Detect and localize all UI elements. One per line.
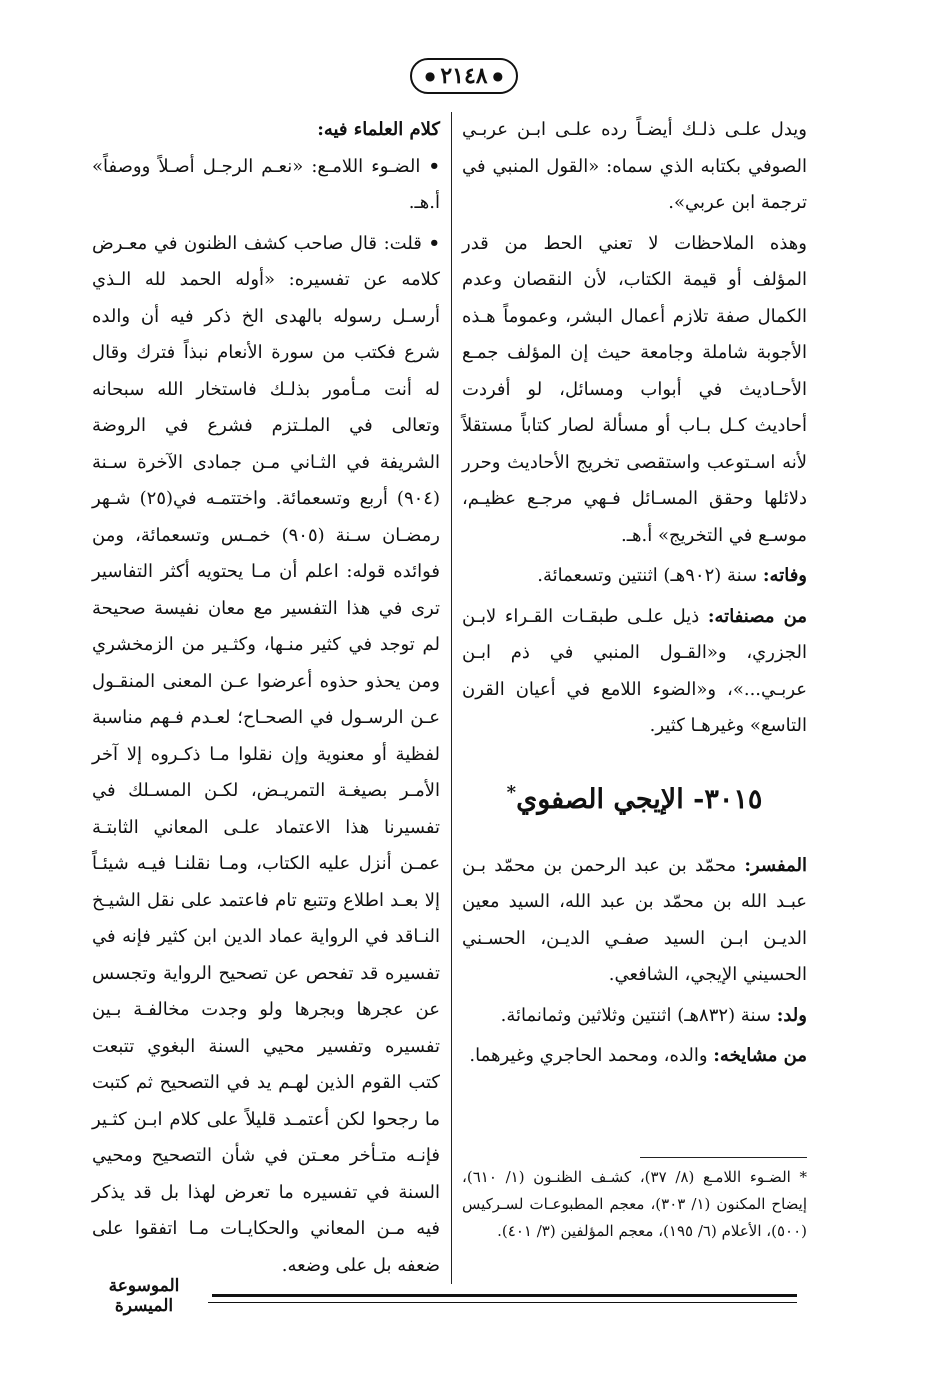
scholar-quote-2	[92, 226, 440, 1285]
works-line	[462, 599, 807, 745]
teachers-text: والده، ومحمد الحاجري وغيرهما.	[469, 1045, 708, 1066]
entry-footnote-mark: *	[506, 781, 517, 803]
page-number-dot-right: ●	[492, 69, 504, 83]
intro-paragraph-2: وهذه الملاحظات لا تعني الحط من قدر المؤلف أو قيمة الكتاب، لأن النقصان وعدم الكمال صفة تلازم أعمال البشر، وعموماً هـذه الأجوبة شاملة وجامعة حيث إن المؤلف جمـع الأحـاديث في أبواب ومسائل، لو أفردت أحاديث كـل بـاب أو مسألة لصار كتاباً مستقلاً لأنه اسـتوعب واستقصى تخريج الأحاديث وحرر دلائلها وحقق المسـائل فـهي مرجـع عظيـم، موسـع في التخريج» أ.هـ.	[462, 232, 807, 546]
works-text: ذيل علـى طبقـات القـراء لابـن الجزري، و«القـول المنبي في ذم ابـن عربـي...»، و«الضوء اللامع في أعيان القرن التاسع» وغيرهـا كثير.	[462, 605, 807, 736]
born-line	[462, 998, 807, 1035]
mufassir-label: المفسر:	[744, 854, 807, 876]
scholar-quote-1	[92, 149, 440, 222]
footnote-text: * الضـوء اللامـع (٨/ ٣٧)، كشـف الظنـون (١/ ٦١٠)، إيضاح المكنون (١/ ٣٠٣)، معجم المطبوعـات لسـركيس (٥٠٠)، الأعلام (٦/ ١٩٥)، معجم المؤلفين (٣/ ٤٠١).	[462, 1168, 808, 1240]
page-number-dot-left: ●	[424, 69, 436, 83]
left-column	[92, 112, 440, 1284]
death-line	[462, 558, 807, 595]
footer-title: الموسوعة الميسرة	[80, 1276, 208, 1316]
teachers-line	[462, 1038, 807, 1075]
scholar-quote-1-text: الضـوء اللامـع: «نعـم الرجـل أصـلاً ووصفاً» أ.هـ.	[92, 155, 440, 213]
teachers-label: من مشايخه:	[713, 1045, 807, 1066]
intro-paragraph-1: ويدل علـى ذلـك أيضـاً رده علـى ابـن عربـي الصوفي بكتابه الذي سماه: «القول المنبي في ترجمة ابن عربي».	[462, 119, 807, 213]
bullet-icon: •	[428, 232, 440, 254]
death-label: وفاته:	[762, 565, 807, 586]
entry-heading	[462, 771, 807, 822]
entry-heading-text: ٣٠١٥- الإيجي الصفوي	[516, 783, 763, 815]
footnotes	[462, 1164, 807, 1245]
footer-rule-thick	[212, 1294, 797, 1297]
works-label: من مصنفاته:	[707, 605, 807, 627]
page-number-text: ٢١٤٨	[440, 63, 488, 89]
right-column	[462, 112, 807, 1075]
scholar-quote-2-text: قلت: قال صاحب كشف الظنون في معـرض كلامه عن تفسيره: «أوله الحمد لله الـذي أرسـل رسوله بالهدى الخ ذكر فيه أن والده شرع فكتب من سورة الأنعام نبذاً فترك وقال له أنت مـأمور بذلـك فاستخار الله سبحانه وتعالى في الملـتزم فشرع في الروضة الشريفة في الثـاني مـن جمادى الآخرة سـنة (٩٠٤) أربع وتسعمائة. واختتمـه في(٢٥) شـهر رمضـان سـنة (٩٠٥) خمـس وتسعمائة، ومن فوائده قوله: اعلم أن مـا يحتويه أكثر التفاسير ترى في هذا التفسير مع معان نفيسة صحيحة لم توجد في كثير منـها، وكثـير من الزمخشري ومن يحذو حذوه أعرضوا عـن المعنى المنقـول عـن الرسـول في الصحـاح؛ لعـدم فـهم مناسبة لفظية أو معنوية وإن نقلوا مـا ذكـروه إلا آخر الأمـر بصيغـة التمريـض، لكـن المسـلك في تفسيرنا هذا الاعتماد علـى المعاني الثابتـة عمـن أنزل عليه الكتاب، ومـا نقلنـا فيـه شيئـاً إلا بعـد اطلاع وتتبع تام فاعتمد على نقل الشيـخ النـاقد في الرواية عماد الدين ابن كثير فإنه في تفسيره قد تفحص عن تصحيح الرواية وتجسس عن عجرها وبجرها ولو وجدت مخالفـة بـين تفسيره وتفسير محيي السنة البغوي تتبعت كتب القوم الذين لهـم يد في التصحيح ثم كتبت ما رجحوا لكن أعتمـد قليلاً على كلام ابـن كثـير فإنـه متـأخر معـتن في شأن التصحيح ومحيي السنة في تفسيره ما تعرض لهذا بل قد يذكر فيه مـن المعاني والحكايـات مـا اتفقوا على ضعفه بل على وضعه.	[92, 232, 440, 1276]
death-text: سنة (٩٠٢هـ) اثنتين وتسعمائة.	[537, 565, 758, 586]
column-divider	[451, 112, 452, 1284]
scholars-heading: كلام العلماء فيه:	[317, 119, 440, 140]
page-number	[410, 58, 518, 94]
mufassir-text: محمّد بن عبد الرحمن بن محمّد بـن عبـد الله بن محمّد بن عبد الله، السيد معين الديـن ابـن السيد صفـي الديـن، الحسـني الحسيني الإيجي، الشافعي.	[462, 854, 807, 985]
born-text: سنة (٨٣٢هـ) اثنتين وثلاثين وثمانمائة.	[500, 1004, 771, 1026]
born-label: ولد:	[776, 1004, 807, 1026]
footnote-divider	[640, 1157, 807, 1158]
mufassir-line	[462, 848, 807, 994]
bullet-icon: •	[428, 155, 440, 177]
